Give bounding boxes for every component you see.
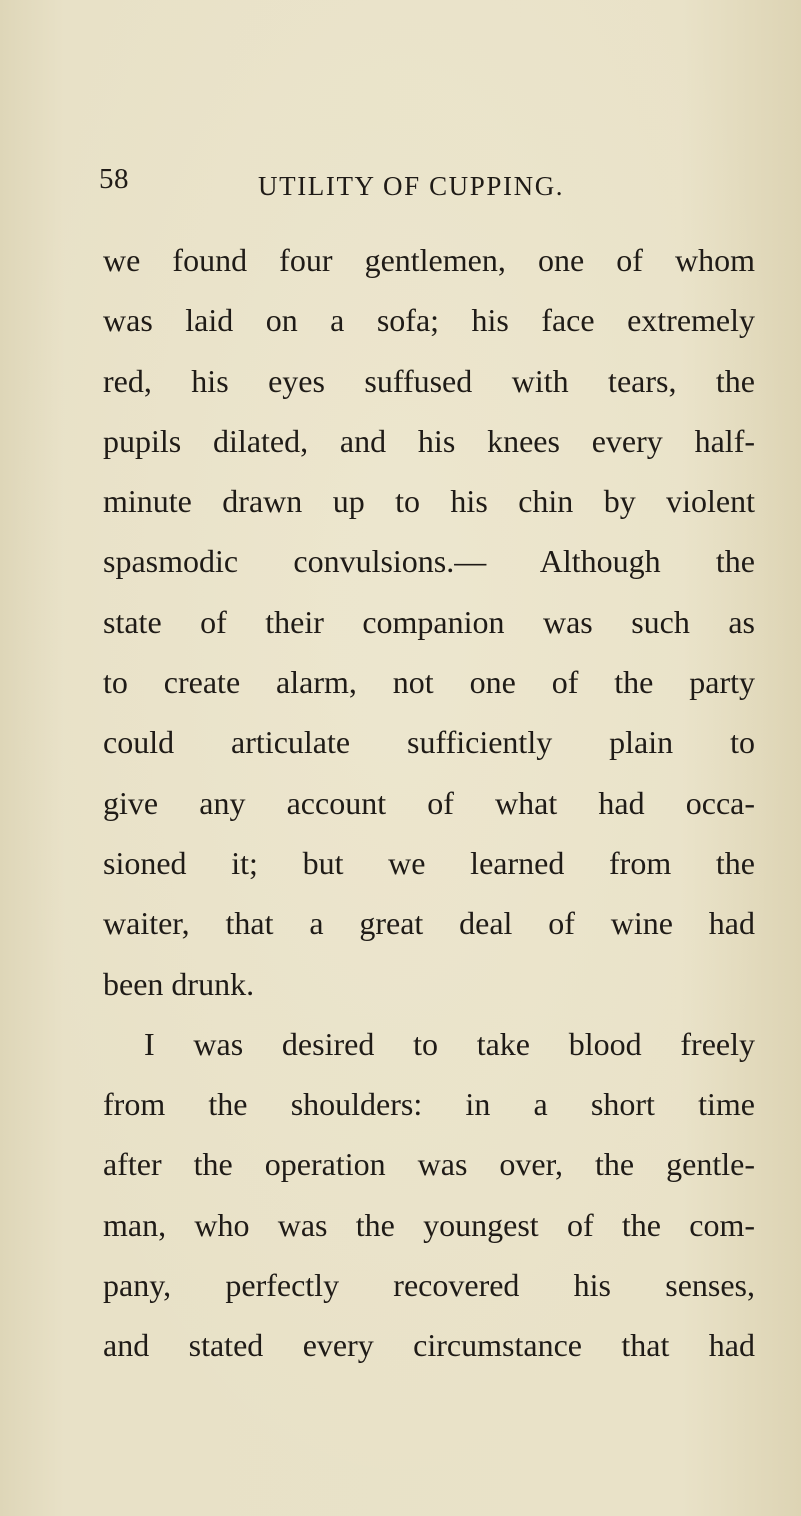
text-line: after the operation was over, the gentle- bbox=[103, 1146, 755, 1183]
text-line: was laid on a sofa; his face extremely bbox=[103, 302, 755, 339]
text-line: state of their companion was such as bbox=[103, 603, 755, 640]
text-line: and stated every circumstance that had bbox=[103, 1327, 755, 1364]
text-line: pany, perfectly recovered his senses, bbox=[103, 1267, 755, 1304]
text-line: red, his eyes suffused with tears, the bbox=[103, 362, 755, 399]
text-line: spasmodic convulsions.— Although the bbox=[103, 543, 755, 580]
text-line: from the shoulders: in a short time bbox=[103, 1086, 755, 1123]
text-line: waiter, that a great deal of wine had bbox=[103, 905, 755, 942]
running-head: UTILITY OF CUPPING. bbox=[258, 171, 565, 201]
body-text bbox=[103, 240, 755, 1386]
text-line: minute drawn up to his chin by violent bbox=[103, 483, 755, 520]
text-line: could articulate sufficiently plain to bbox=[103, 724, 755, 761]
text-line: we found four gentlemen, one of whom bbox=[103, 242, 755, 278]
text-line: sioned it; but we learned from the bbox=[103, 844, 755, 881]
text-line: I was desired to take blood freely bbox=[144, 1025, 755, 1062]
text-line: pupils dilated, and his knees every half- bbox=[103, 422, 755, 459]
text-line: man, who was the youngest of the com- bbox=[103, 1206, 755, 1243]
text-line: give any account of what had occa- bbox=[103, 784, 755, 821]
text-line: been drunk. bbox=[103, 965, 255, 1002]
page-number: 58 bbox=[99, 163, 129, 195]
text-line: to create alarm, not one of the party bbox=[103, 664, 755, 701]
